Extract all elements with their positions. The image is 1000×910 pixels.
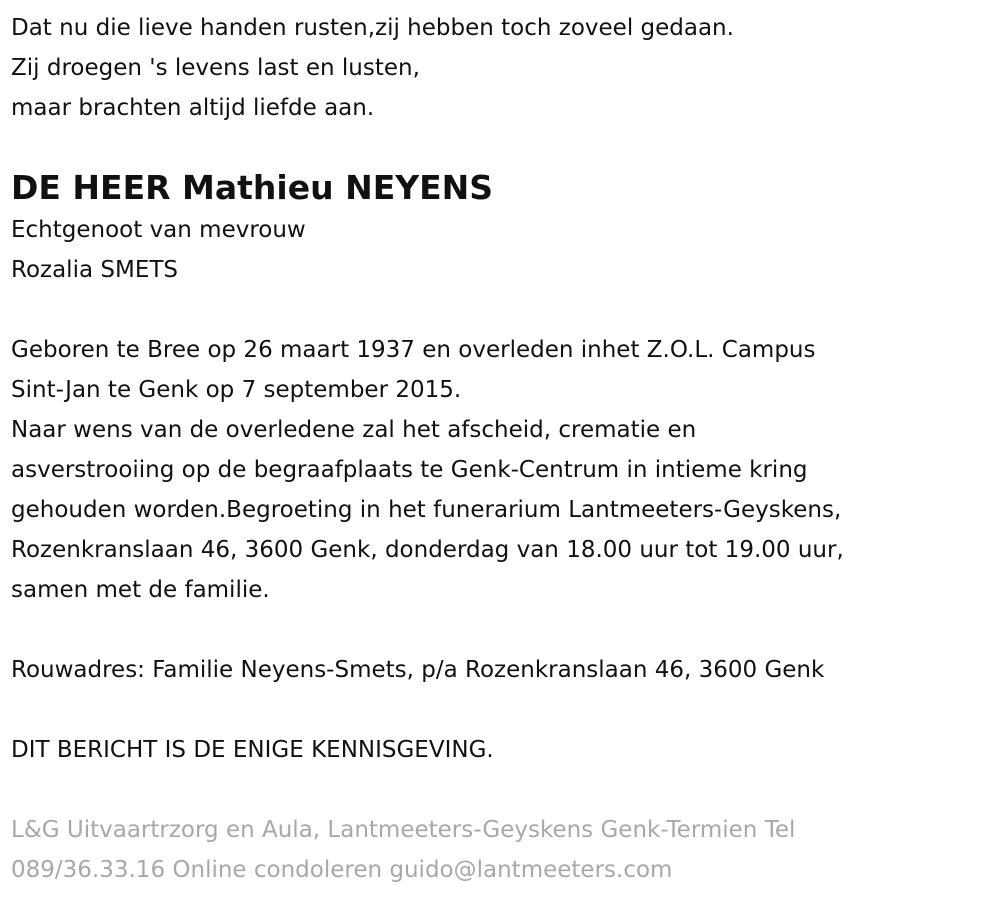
- body-line: gehouden worden.Begroeting in het funerarium Lantmeeters-Geyskens,: [11, 497, 842, 523]
- poem-line: maar brachten altijd liefde aan.: [11, 95, 375, 121]
- body-line: Sint-Jan te Genk op 7 september 2015.: [11, 377, 462, 403]
- spacer: [11, 770, 1000, 810]
- spacer: [11, 690, 1000, 730]
- body-line: samen met de familie.: [11, 577, 270, 603]
- footer: [11, 810, 1000, 890]
- spacer: [11, 290, 1000, 330]
- footer-line: 089/36.33.16 Online condoleren guido@lantmeeters.com: [11, 857, 673, 883]
- poem: [11, 8, 1000, 128]
- obituary-body: [11, 330, 1000, 610]
- spouse-line: Echtgenoot van mevrouw: [11, 217, 306, 243]
- body-line: Geboren te Bree op 26 maart 1937 en overleden inhet Z.O.L. Campus: [11, 337, 816, 363]
- deceased-name: DE HEER Mathieu NEYENS: [11, 168, 494, 207]
- mourning-address: Rouwadres: Familie Neyens-Smets, p/a Rozenkranslaan 46, 3600 Genk: [11, 657, 825, 683]
- notice: DIT BERICHT IS DE ENIGE KENNISGEVING.: [11, 737, 494, 763]
- spouse-name: Rozalia SMETS: [11, 257, 178, 283]
- spacer: [11, 610, 1000, 650]
- poem-line: Dat nu die lieve handen rusten,zij hebben toch zoveel gedaan.: [11, 15, 734, 41]
- body-line: Rozenkranslaan 46, 3600 Genk, donderdag van 18.00 uur tot 19.00 uur,: [11, 537, 844, 563]
- body-line: Naar wens van de overledene zal het afscheid, crematie en: [11, 417, 697, 443]
- poem-line: Zij droegen 's levens last en lusten,: [11, 55, 420, 81]
- footer-line: L&G Uitvaartrzorg en Aula, Lantmeeters-Geyskens Genk-Termien Tel: [11, 817, 796, 843]
- body-line: asverstrooiing op de begraafplaats te Genk-Centrum in intieme kring: [11, 457, 808, 483]
